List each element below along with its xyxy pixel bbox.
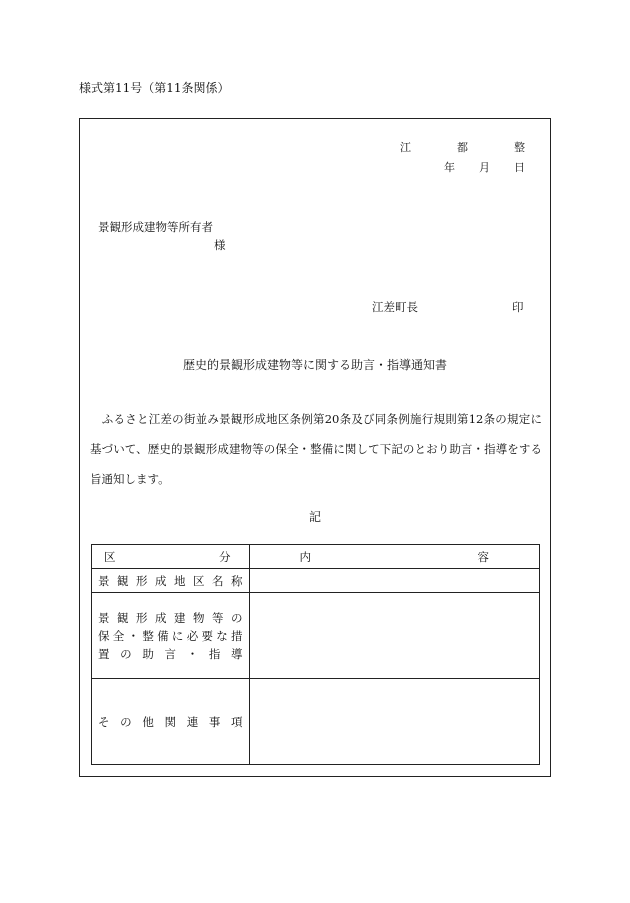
label-char: 事 bbox=[208, 714, 221, 729]
label-char: 導 bbox=[231, 646, 243, 661]
label-char: 連 bbox=[186, 714, 199, 729]
header-text: 区 bbox=[104, 549, 116, 564]
date-month-label: 月 bbox=[479, 161, 490, 174]
row-label-line bbox=[98, 573, 243, 589]
doc-number-char: 整 bbox=[514, 141, 525, 154]
label-char: 要 bbox=[201, 628, 213, 643]
label-char: 景 bbox=[98, 610, 110, 625]
label-char: 観 bbox=[117, 610, 129, 625]
header-cell-content bbox=[249, 545, 539, 569]
header-text: 分 bbox=[219, 549, 231, 564]
ki-heading: 記 bbox=[308, 510, 321, 524]
label-char: 成 bbox=[155, 573, 167, 588]
header-text: 容 bbox=[477, 549, 489, 564]
label-char: 建 bbox=[174, 610, 186, 625]
label-char: に bbox=[171, 628, 184, 643]
label-char: 必 bbox=[186, 628, 199, 643]
sender-name: 江差町長 bbox=[372, 300, 418, 314]
row-label-cell bbox=[92, 593, 250, 679]
row-content-cell bbox=[249, 593, 539, 679]
table-header-row bbox=[92, 545, 540, 569]
form-number-label: 様式第11号（第11条関係） bbox=[79, 81, 230, 95]
label-char: の bbox=[120, 646, 132, 661]
row-label-line bbox=[98, 627, 243, 645]
label-char: ・ bbox=[186, 646, 199, 661]
header-cell-category bbox=[92, 545, 250, 569]
row-label-line bbox=[98, 645, 243, 663]
row-label-line bbox=[98, 714, 243, 730]
label-char: 助 bbox=[142, 646, 154, 661]
label-char: の bbox=[231, 610, 243, 625]
row-label-cell bbox=[92, 569, 250, 593]
label-char: 指 bbox=[208, 646, 221, 661]
table-row bbox=[92, 569, 540, 593]
body-paragraph: ふるさと江差の街並み景観形成地区条例第20条及び同条例施行規則第12条の規定に基づいて、歴史的景観形成建物等の保全・整備に関して下記のとおり助言・指導をする旨通知します。 bbox=[90, 412, 543, 486]
label-char: 保 bbox=[98, 628, 110, 643]
label-char: 成 bbox=[155, 610, 167, 625]
label-char: 関 bbox=[164, 714, 177, 729]
notice-body bbox=[90, 404, 542, 494]
label-char: ・ bbox=[127, 628, 140, 643]
header-text: 内 bbox=[299, 549, 312, 564]
label-char: 地 bbox=[174, 573, 186, 588]
label-char: 形 bbox=[136, 610, 148, 625]
label-char: 等 bbox=[212, 610, 224, 625]
row-content-cell bbox=[249, 569, 539, 593]
label-char: な bbox=[216, 628, 228, 643]
label-char: 項 bbox=[231, 714, 243, 729]
label-char: 他 bbox=[142, 714, 154, 729]
label-char: 備 bbox=[157, 628, 169, 643]
doc-number-char: 江 bbox=[400, 141, 411, 154]
label-char: 置 bbox=[98, 646, 110, 661]
label-char: 景 bbox=[98, 573, 110, 588]
row-label-cell bbox=[92, 679, 250, 765]
document-number-line bbox=[400, 141, 525, 155]
label-char: 言 bbox=[164, 646, 177, 661]
document-title: 歴史的景観形成建物等に関する助言・指導通知書 bbox=[182, 358, 447, 372]
label-char: 物 bbox=[193, 610, 205, 625]
row-label-line bbox=[98, 609, 243, 627]
detail-table bbox=[91, 544, 540, 765]
seal-mark: 印 bbox=[512, 300, 524, 314]
label-char: 形 bbox=[136, 573, 148, 588]
doc-number-char: 都 bbox=[457, 141, 468, 154]
label-char: の bbox=[120, 714, 132, 729]
label-char: 区 bbox=[193, 573, 205, 588]
table-row bbox=[92, 593, 540, 679]
label-char: 全 bbox=[112, 628, 125, 643]
addressee-honorific: 様 bbox=[214, 238, 226, 252]
label-char: 整 bbox=[142, 628, 154, 643]
label-char: そ bbox=[98, 714, 110, 729]
addressee-name: 景観形成建物等所有者 bbox=[98, 220, 213, 234]
label-char: 観 bbox=[117, 573, 129, 588]
label-char: 措 bbox=[231, 628, 243, 643]
label-char: 名 bbox=[212, 573, 224, 588]
label-char: 称 bbox=[231, 573, 243, 588]
row-content-cell bbox=[249, 679, 539, 765]
date-day-label: 日 bbox=[514, 161, 525, 174]
date-year-label: 年 bbox=[444, 161, 455, 174]
document-frame bbox=[79, 118, 551, 777]
table-row bbox=[92, 679, 540, 765]
date-line bbox=[444, 161, 525, 175]
